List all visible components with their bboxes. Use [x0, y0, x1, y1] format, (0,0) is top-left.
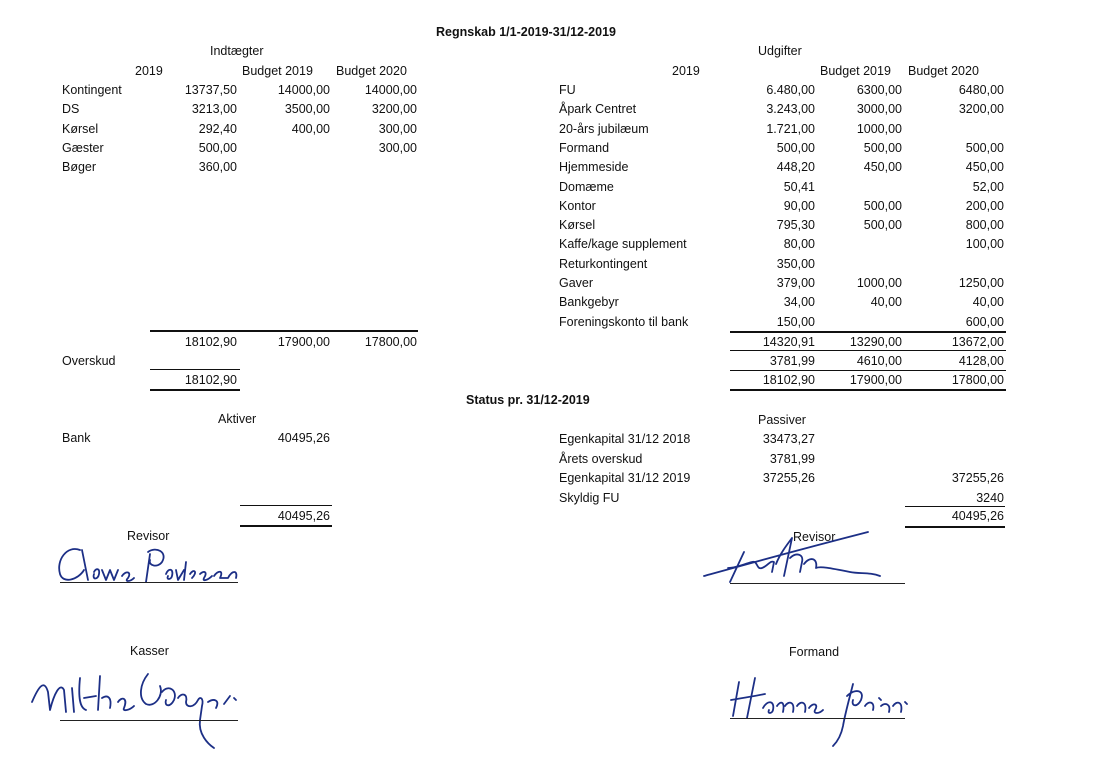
liability-row-value: 37255,26: [762, 471, 815, 485]
expense-row-budget2020: 1250,00: [958, 276, 1004, 290]
expense-row-budget2019: 3000,00: [856, 102, 902, 117]
expenses-total-budget2019: 17900,00: [849, 373, 902, 387]
expense-row-2019: 34,00: [783, 295, 815, 310]
income-row-budget2019: 3500,00: [284, 102, 330, 117]
expense-row-budget2020: 600,00: [965, 314, 1004, 329]
expense-row-label: Formand: [559, 140, 610, 155]
expense-row-2019: 448,20: [776, 160, 815, 175]
formand-line: [730, 718, 905, 719]
bank-label: Bank: [62, 431, 91, 445]
expense-row-budget2019: 1000,00: [856, 121, 902, 136]
income-row-2019: 500,00: [198, 140, 237, 155]
liability-row-label: Årets overskud: [559, 451, 643, 466]
expense-row-label: Kontor: [559, 198, 596, 213]
expenses-surplus-budget2020: 4128,00: [958, 354, 1004, 368]
income-row-budget2019: 14000,00: [277, 83, 330, 97]
expenses-surplus-budget2019: 4610,00: [856, 354, 902, 368]
income-col-budget2020: Budget 2020: [336, 64, 407, 78]
expenses-heading: Udgifter: [758, 44, 802, 58]
expense-row-label: Kørsel: [559, 218, 596, 233]
expense-row-label: Gaver: [559, 276, 594, 290]
income-total-2019: 18102,90: [184, 335, 237, 349]
formand-label: Formand: [789, 645, 840, 659]
liability-row-value: 3781,99: [769, 451, 815, 466]
expense-row-budget2020: 800,00: [965, 218, 1004, 233]
expenses-subtotal-budget2020: 13672,00: [951, 335, 1004, 349]
expenses-total-rule-top: [730, 370, 1006, 371]
expense-row-budget2020: 450,00: [965, 160, 1004, 175]
expense-row-label: FU: [559, 83, 576, 97]
expenses-subtotal-rule: [730, 331, 1006, 333]
income-row-2019: 292,40: [198, 121, 237, 136]
expense-row-2019: 150,00: [776, 314, 815, 329]
formand-signature: [725, 670, 925, 750]
income-total-rule: [150, 330, 418, 332]
liability-row-right: 37255,26: [951, 471, 1004, 485]
kasser-signature: [28, 668, 248, 748]
income-grand-total: 18102,90: [184, 373, 237, 387]
expense-row-2019: 500,00: [776, 140, 815, 155]
assets-total-rule-bottom: [240, 525, 332, 527]
liability-row-label: Egenkapital 31/12 2019: [559, 471, 691, 485]
expense-row-budget2019: 1000,00: [856, 276, 902, 290]
liabilities-total-rule-top: [905, 506, 1005, 507]
expense-row-label: Hjemmeside: [559, 160, 629, 175]
income-row-label: Gæster: [62, 140, 104, 155]
expenses-col-budget2019: Budget 2019: [820, 64, 891, 78]
expenses-surplus-2019: 3781,99: [769, 354, 815, 368]
liability-row-label: Skyldig FU: [559, 490, 620, 505]
expense-row-2019: 6.480,00: [766, 83, 815, 97]
expense-row-budget2020: 6480,00: [958, 83, 1004, 97]
expenses-total-budget2020: 17800,00: [951, 373, 1004, 387]
expense-row-2019: 350,00: [776, 256, 815, 271]
expense-row-budget2020: 200,00: [965, 198, 1004, 213]
expense-row-budget2019: 450,00: [863, 160, 902, 175]
expense-row-label: Åpark Centret: [559, 102, 637, 117]
liabilities-heading: Passiver: [758, 413, 806, 427]
income-row-2019: 13737,50: [184, 83, 237, 97]
assets-total: 40495,26: [277, 509, 330, 523]
expense-row-2019: 3.243,00: [766, 102, 815, 117]
income-col-budget2019: Budget 2019: [242, 64, 313, 78]
kasser-label: Kasser: [130, 644, 169, 658]
expense-row-budget2020: 100,00: [965, 237, 1004, 252]
income-row-budget2020: 14000,00: [364, 83, 417, 97]
expense-row-budget2020: 52,00: [972, 179, 1004, 194]
expense-row-budget2019: 6300,00: [856, 83, 902, 97]
assets-total-rule-top: [240, 505, 332, 506]
expense-row-budget2019: 40,00: [870, 295, 902, 310]
expenses-col-2019: 2019: [672, 64, 700, 78]
expense-row-budget2019: 500,00: [863, 218, 902, 233]
expense-row-2019: 90,00: [783, 198, 815, 213]
bank-value: 40495,26: [277, 431, 330, 445]
income-col-2019: 2019: [135, 64, 163, 78]
expense-row-label: Kaffe/kage supplement: [559, 237, 687, 252]
revisor-right-signature: [700, 528, 900, 588]
expense-row-budget2020: 500,00: [965, 140, 1004, 155]
income-row-label: DS: [62, 102, 80, 117]
income-row-budget2019: 400,00: [291, 121, 330, 136]
revisor-right-line: [730, 583, 905, 584]
liability-row-value: 33473,27: [762, 432, 815, 446]
expense-row-label: Foreningskonto til bank: [559, 314, 689, 329]
income-row-label: Bøger: [62, 160, 97, 175]
expenses-surplus-rule: [730, 350, 1006, 351]
income-grand-rule-bottom: [150, 389, 240, 391]
expense-row-2019: 1.721,00: [766, 121, 815, 136]
document-title: Regnskab 1/1-2019-31/12-2019: [436, 25, 616, 39]
expense-row-label: Domæme: [559, 179, 614, 194]
revisor-right-label: Revisor: [793, 530, 836, 544]
expense-row-budget2019: 500,00: [863, 198, 902, 213]
expenses-col-budget2020: Budget 2020: [908, 64, 979, 78]
expense-row-label: Returkontingent: [559, 256, 648, 271]
revisor-left-label: Revisor: [127, 529, 170, 543]
income-row-2019: 3213,00: [191, 102, 237, 117]
expense-row-2019: 379,00: [776, 276, 815, 290]
liabilities-total-rule-bottom: [905, 526, 1005, 528]
kasser-line: [60, 720, 238, 721]
expenses-subtotal-2019: 14320,91: [762, 335, 815, 349]
liabilities-total: 40495,26: [951, 509, 1004, 523]
expenses-total-2019: 18102,90: [762, 373, 815, 387]
income-row-budget2020: 300,00: [378, 121, 417, 136]
expense-row-budget2020: 40,00: [972, 295, 1004, 310]
expenses-subtotal-budget2019: 13290,00: [849, 335, 902, 349]
expenses-total-rule-bottom: [730, 389, 1006, 391]
expense-row-2019: 50,41: [783, 179, 815, 194]
income-row-budget2020: 3200,00: [371, 102, 417, 117]
income-heading: Indtægter: [210, 44, 264, 58]
expense-row-2019: 795,30: [776, 218, 815, 233]
income-grand-rule-top: [150, 369, 240, 370]
liability-row-right: 3240: [976, 490, 1004, 505]
expense-row-label: Bankgebyr: [559, 295, 619, 310]
income-row-2019: 360,00: [198, 160, 237, 175]
income-total-budget2019: 17900,00: [277, 335, 330, 349]
income-row-label: Kørsel: [62, 121, 99, 136]
expense-row-label: 20-års jubilæum: [559, 121, 649, 136]
income-row-label: Kontingent: [62, 83, 122, 97]
income-row-budget2020: 300,00: [378, 140, 417, 155]
expense-row-budget2020: 3200,00: [958, 102, 1004, 117]
assets-heading: Aktiver: [218, 412, 257, 426]
liability-row-label: Egenkapital 31/12 2018: [559, 432, 691, 446]
expense-row-2019: 80,00: [783, 237, 815, 252]
income-total-budget2020: 17800,00: [364, 335, 417, 349]
expense-row-budget2019: 500,00: [863, 140, 902, 155]
status-title: Status pr. 31/12-2019: [466, 393, 590, 407]
income-surplus-label: Overskud: [62, 354, 116, 368]
revisor-left-line: [60, 582, 238, 583]
